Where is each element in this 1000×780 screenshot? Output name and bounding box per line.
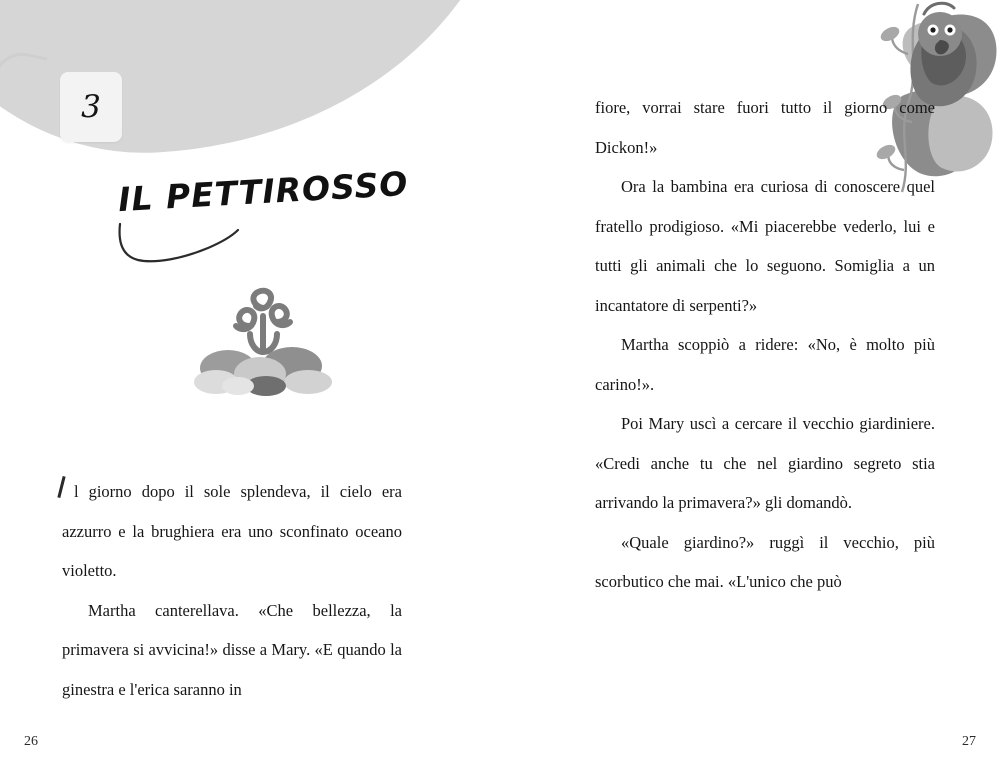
paragraph: fiore, vorrai stare fuori tutto il giorno come Dickon!»	[595, 98, 935, 157]
paragraph: Poi Mary uscì a cercare il vecchio giardiniere. «Credi anche tu che nel giardino segreto stia arrivando la primavera?» gli domandò.	[595, 414, 935, 512]
paragraph: Ora la bambina era curiosa di conoscere quel fratello prodigioso. «Mi piacerebbe vederlo, lui e tutti gli animali che lo seguono. Somiglia a un incantatore di serpenti?»	[595, 177, 935, 315]
page-title: IL PETTIROSSO	[117, 163, 410, 220]
title-underline-swash-icon	[112, 222, 242, 266]
chapter-number: 3	[81, 88, 101, 125]
page-number-right: 27	[962, 734, 976, 749]
paragraph: Martha scoppiò a ridere: «No, è molto più carino!».	[595, 335, 935, 394]
page-number-left: 26	[24, 734, 38, 749]
chapter-number-badge	[60, 72, 122, 142]
paragraph: «Quale giardino?» ruggì il vecchio, più scorbutico che mai. «L'unico che può	[595, 532, 935, 591]
left-page-text-column	[62, 472, 402, 709]
right-page-text-column	[595, 88, 935, 602]
paragraph: l giorno dopo il sole splendeva, il cielo era azzurro e la brughiera era uno sconfinato oceano violetto.	[62, 472, 402, 591]
paragraph: Martha canterellava. «Che bellezza, la primavera si avvicina!» disse a Mary. «E quando la ginestra e l'erica saranno in	[62, 600, 402, 699]
stones-and-fern-ornament-icon	[180, 282, 350, 400]
